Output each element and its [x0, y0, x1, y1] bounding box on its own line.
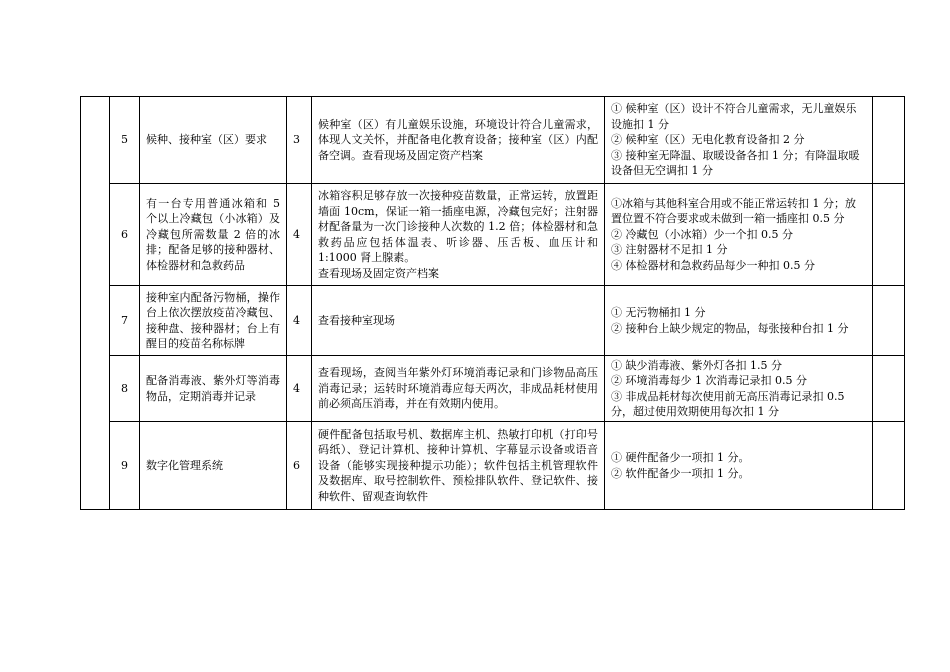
deduction-line: ① 缺少消毒液、紫外灯各扣 1.5 分 [611, 358, 782, 372]
item-cell: 候种、接种室（区）要求 [140, 97, 287, 184]
score-cell: 4 [287, 286, 312, 356]
result-cell [873, 286, 905, 356]
category-cell [81, 97, 110, 510]
method-text: 冰箱容积足够存放一次接种疫苗数量，正常运转，放置距墙面 10cm，保证一箱一插座电源，冷藏包完好；注射器材配备量为一次门诊接种人次数的 1.2 倍；体检器材和急救药品应包括体温表、听诊器、压舌板、血压计和 1:1000 肾上腺素。 [318, 189, 598, 264]
deduction-line: ④ 体检器材和急救药品每少一种扣 0.5 分 [611, 258, 815, 272]
deduction-cell [605, 356, 873, 422]
row-number: 6 [110, 184, 140, 286]
item-cell: 有一台专用普通冰箱和 5 个以上冷藏包（小冰箱）及冷藏包所需数量 2 倍的冰排；配备足够的接种器材、体检器材和急救药品 [140, 184, 287, 286]
row-number: 7 [110, 286, 140, 356]
score-cell: 4 [287, 184, 312, 286]
result-cell [873, 97, 905, 184]
deduction-cell [605, 286, 873, 356]
deduction-line: ② 软件配备少一项扣 1 分。 [611, 466, 750, 480]
deduction-line: ①冰箱与其他科室合用或不能正常运转扣 1 分；放置位置不符合要求或未做到一箱一插座扣 0.5 分 [611, 196, 856, 226]
deduction-line: ② 接种台上缺少规定的物品，每张接种台扣 1 分 [611, 321, 849, 335]
score-cell: 6 [287, 422, 312, 510]
method-cell: 候种室（区）有儿童娱乐设施，环境设计符合儿童需求，体现人文关怀，并配备电化教育设备；接种室（区）内配备空调。查看现场及固定资产档案 [312, 97, 605, 184]
method-cell [312, 184, 605, 286]
item-cell: 配备消毒液、紫外灯等消毒物品，定期消毒并记录 [140, 356, 287, 422]
row-number: 5 [110, 97, 140, 184]
table-row [81, 97, 905, 184]
result-cell [873, 422, 905, 510]
score-cell: 4 [287, 356, 312, 422]
deduction-cell [605, 97, 873, 184]
deduction-line: ③ 接种室无降温、取暖设备各扣 1 分；有降温取暖设备但无空调扣 1 分 [611, 148, 860, 178]
table-row [81, 184, 905, 286]
deduction-cell [605, 184, 873, 286]
deduction-line: ② 环境消毒每少 1 次消毒记录扣 0.5 分 [611, 374, 807, 387]
item-cell: 数字化管理系统 [140, 422, 287, 510]
table-row [81, 286, 905, 356]
deduction-line: ② 冷藏包（小冰箱）少一个扣 0.5 分 [611, 227, 793, 241]
deduction-line: ① 硬件配备少一项扣 1 分。 [611, 451, 750, 464]
deduction-line: ② 候种室（区）无电化教育设备扣 2 分 [611, 133, 805, 147]
deduction-cell [605, 422, 873, 510]
table-row [81, 422, 905, 510]
item-cell: 接种室内配备污物桶，操作台上依次摆放疫苗冷藏包、接种盘、接种器材；台上有醒目的疫苗名称标牌 [140, 286, 287, 356]
deduction-line: ③ 非成品耗材每次使用前无高压消毒记录扣 0.5 分，超过使用效期使用每次扣 1 分 [611, 389, 845, 418]
method-cell: 查看现场，查阅当年紫外灯环境消毒记录和门诊物品高压消毒记录；运转时环境消毒应每天两次，非成品耗材使用前必须高压消毒，并在有效期内使用。 [312, 356, 605, 422]
deduction-line: ① 候种室（区）设计不符合儿童需求，无儿童娱乐设施扣 1 分 [611, 102, 857, 131]
result-cell [873, 356, 905, 422]
row-number: 9 [110, 422, 140, 510]
deduction-line: ③ 注射器材不足扣 1 分 [611, 243, 728, 257]
assessment-table [80, 96, 905, 510]
method-cell: 查看接种室现场 [312, 286, 605, 356]
result-cell [873, 184, 905, 286]
row-number: 8 [110, 356, 140, 422]
method-text-extra: 查看现场及固定资产档案 [318, 266, 439, 280]
table-row [81, 356, 905, 422]
score-cell: 3 [287, 97, 312, 184]
method-cell: 硬件配备包括取号机、数据库主机、热敏打印机（打印号码纸）、登记计算机、接种计算机、字幕显示设备或语音设备（能够实现接种提示功能）；软件包括主机管理软件及数据库、取号控制软件、预检排队软件、登记软件、接种软件、留观查询软件 [312, 422, 605, 510]
deduction-line: ① 无污物桶扣 1 分 [611, 306, 706, 319]
